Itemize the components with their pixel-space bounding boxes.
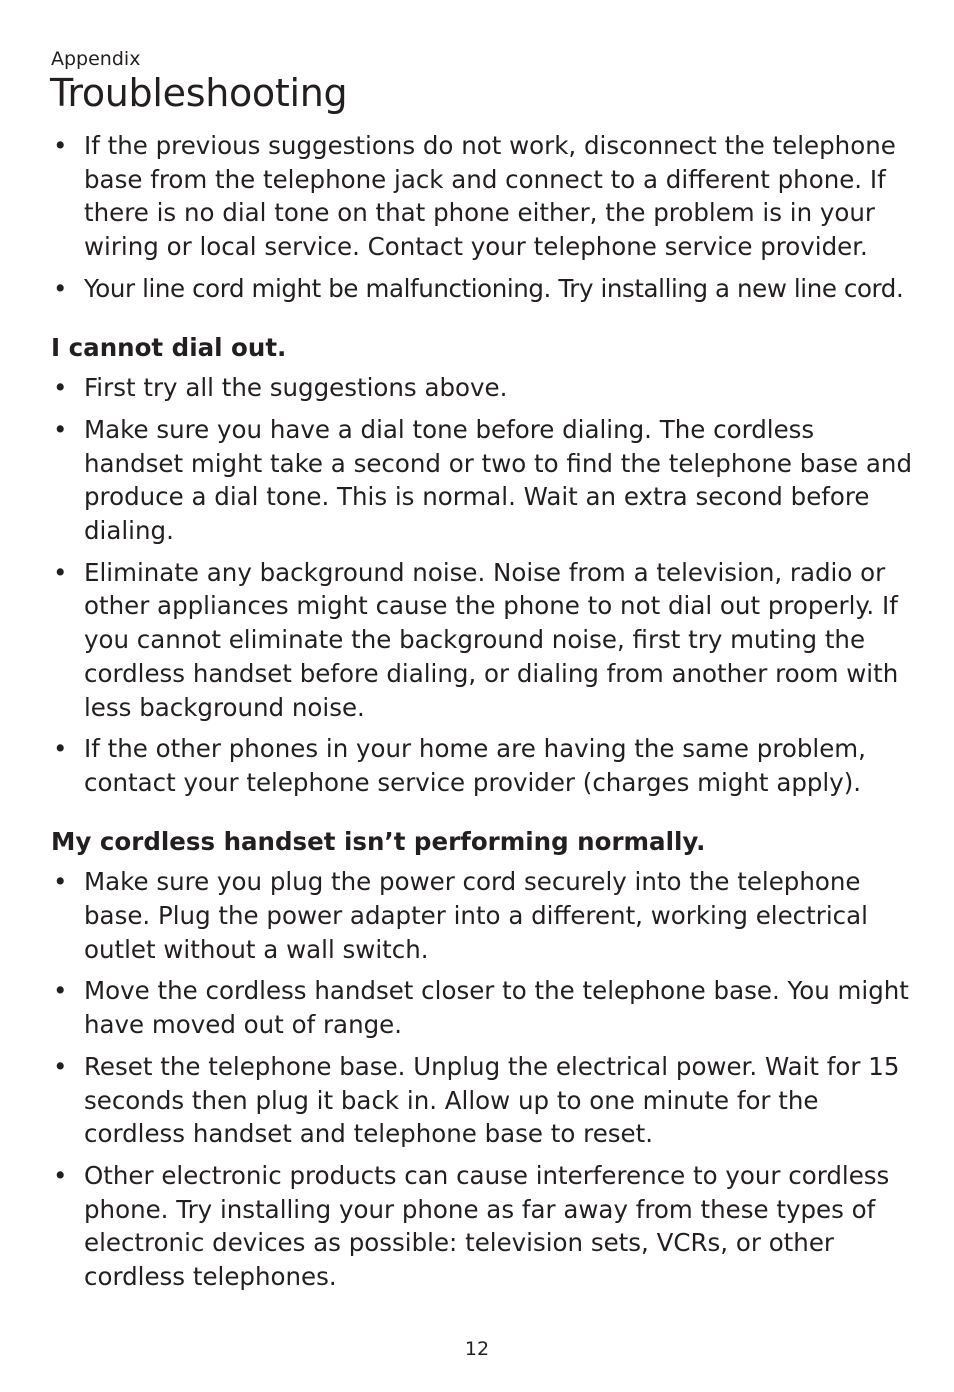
page-content [51,129,913,1302]
bullet-icon: • [53,373,68,403]
list-item-text: Make sure you plug the power cord securely into the telephone base. Plug the power adapter into a different, working electrical outlet without a wall switch. [84,867,868,964]
list-item-text: First try all the suggestions above. [84,373,508,403]
list-item [51,732,913,799]
list-item-text: If the other phones in your home are having the same problem, contact your telephone service provider (charges might apply). [84,734,866,797]
dial-out-heading: I cannot dial out. [51,332,287,362]
list-item [51,1159,913,1294]
list-item-text: Move the cordless handset closer to the telephone base. You might have moved out of range. [84,976,909,1040]
bullet-icon: • [53,131,68,160]
dial-out-bullet-list [51,371,913,799]
list-item-text: Reset the telephone base. Unplug the electrical power. Wait for 15 seconds then plug it back in. Allow up to one minute for the cordless handset and telephone base to reset. [84,1051,900,1149]
bullet-icon: • [53,557,68,587]
bullet-icon: • [53,1051,68,1081]
list-item [51,272,913,306]
list-item-text: Eliminate any background noise. Noise from a television, radio or other appliances might cause the phone to not dial out properly. If you cannot eliminate the background noise, first try muting the cordless handset before dialing, or dialing from another room with less background noise. [84,557,899,722]
handset-bullet-list [51,865,913,1293]
list-item-text: Other electronic products can cause interference to your cordless phone. Try installing your phone as far away from these types of electronic devices as possible: television sets, VCRs, or other cordless telephones. [84,1160,890,1292]
list-item [51,974,913,1041]
bullet-icon: • [53,734,68,764]
page-title: Troubleshooting [50,71,348,115]
bullet-icon: • [53,1160,68,1190]
section-label: Appendix [51,48,141,70]
list-item-text: Make sure you have a dial tone before dialing. The cordless handset might take a second or two to find the telephone base and produce a dial tone. This is normal. Wait an extra second before dialing. [84,414,913,546]
handset-heading: My cordless handset isn’t performing normally. [51,826,706,856]
bullet-icon: • [53,867,68,897]
list-item [51,371,913,405]
list-item-text: Your line cord might be malfunctioning. Try installing a new line cord. [84,273,904,303]
bullet-icon: • [53,976,68,1006]
bullet-icon: • [53,273,68,303]
list-item-text: If the previous suggestions do not work, disconnect the telephone base from the telephone jack and connect to a different phone. If there is no dial tone on that phone either, the problem is in your wiring or local service. Contact your telephone service provider. [84,131,896,262]
page-number: 12 [464,1338,490,1360]
intro-bullet-list [51,129,913,306]
list-item [51,129,913,264]
list-item [51,413,913,548]
list-item [51,556,913,725]
list-item [51,1050,913,1151]
bullet-icon: • [53,414,68,444]
list-item [51,865,913,966]
